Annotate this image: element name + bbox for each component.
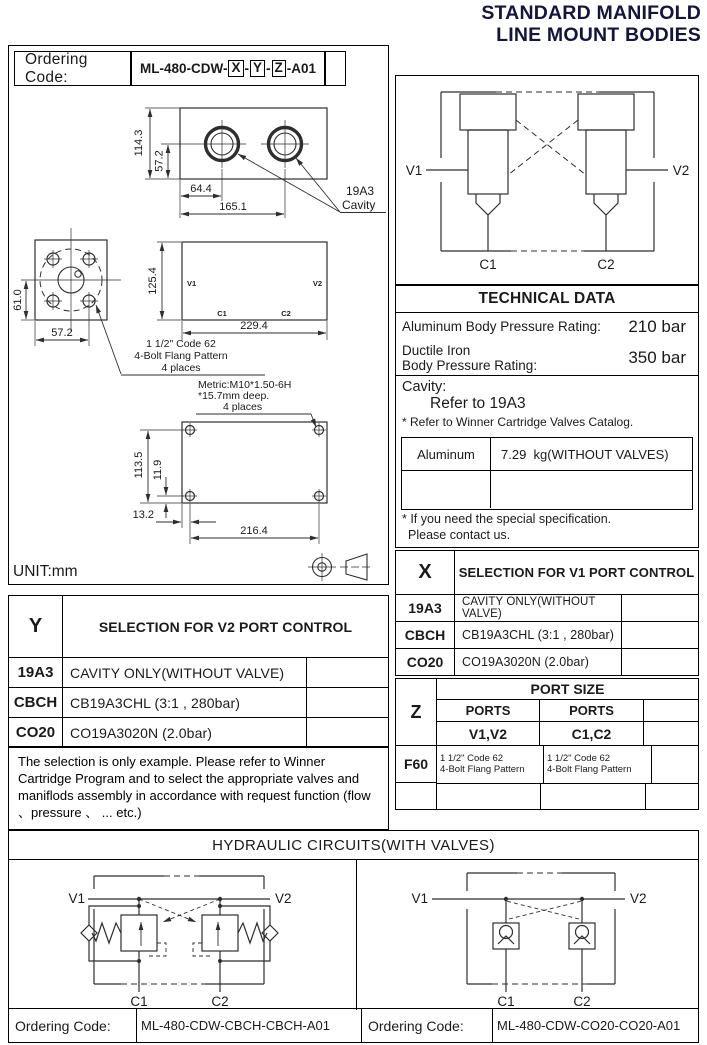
z-empty-cell-3 — [646, 784, 698, 809]
x-table-title: SELECTION FOR V1 PORT CONTROL — [458, 565, 695, 580]
ports-header-row — [437, 700, 698, 722]
x-row1-desc: CAVITY ONLY(WITHOUT VALVE) — [462, 596, 596, 620]
cavity-note: * Refer to Winner Cartridge Valves Catalog. — [402, 415, 634, 429]
y-selection-table — [8, 595, 389, 747]
page-title-line2: LINE MOUNT BODIES — [496, 24, 701, 47]
f60-row — [437, 746, 698, 784]
ordering-y-box: Y — [250, 60, 265, 77]
f60-cell2-line2: 4-Bolt Flang Pattern — [547, 763, 632, 775]
pilot-check-circuit-diagram — [357, 859, 698, 1010]
cavity-callout-line2: Cavity — [342, 198, 376, 212]
front-port-c2: C2 — [281, 309, 291, 318]
f60-cell1-line2: 4-Bolt Flang Pattern — [440, 763, 525, 775]
ordering-code-header — [14, 51, 346, 86]
y-row3-blank — [306, 718, 388, 747]
flange-note-line3: 4 places — [161, 362, 201, 374]
ports-sub-1: V1,V2 — [437, 722, 540, 745]
ordering-z-box: Z — [272, 60, 286, 77]
y-row2-desc: CB19A3CHL (3:1 , 280bar) — [70, 694, 240, 711]
special-spec-note-line1: * If you need the special specification. — [402, 512, 612, 526]
cavity-callout-line1: 19A3 — [346, 184, 375, 198]
ductile-label-line2: Body Pressure Rating: — [402, 358, 538, 373]
right-ordering-label: Ordering Code: — [361, 1009, 492, 1042]
left-circuit-v2: V2 — [275, 891, 292, 906]
x-row2-code: CBCH — [396, 622, 455, 648]
third-angle-projection-icon — [308, 553, 336, 581]
left-circuit-c1: C1 — [130, 994, 148, 1009]
flange-note-line1: 1 1/2" Code 62 — [146, 338, 216, 350]
y-row3-desc: CO19A3020N (2.0bar) — [70, 724, 212, 741]
right-circuit-c2: C2 — [573, 994, 591, 1009]
x-row3-blank — [621, 649, 698, 675]
y-row2-code: CBCH — [9, 688, 63, 717]
right-ordering-code: ML-480-CDW-CO20-CO20-A01 — [492, 1009, 698, 1042]
special-spec-note — [402, 512, 611, 543]
weight-table — [401, 437, 693, 510]
metric-note-line2: *15.7mm deep. — [198, 390, 270, 402]
aluminum-rating-label: Aluminum Body Pressure Rating: — [402, 319, 601, 335]
metric-note-line1: Metric:M10*1.50-6H — [198, 379, 292, 391]
ports-sub-row — [437, 722, 698, 746]
z-row-key: F60 — [396, 746, 436, 783]
dim-flange-h: 57.2 — [51, 327, 73, 339]
weight-empty-row — [402, 471, 692, 508]
left-ordering-label: Ordering Code: — [15, 1017, 111, 1034]
weight-empty-material — [402, 471, 491, 508]
dim-top-cavity-x1: 64.4 — [190, 183, 212, 195]
dim-top-height: 114.3 — [133, 129, 145, 157]
table-row — [396, 649, 698, 675]
y-table-title: SELECTION FOR V2 PORT CONTROL — [98, 618, 353, 635]
weight-value: 7.29 kg(WITHOUT VALVES) — [501, 446, 669, 462]
page-title-line1: STANDARD MANIFOLD — [481, 2, 701, 24]
table-row — [9, 718, 388, 747]
y-row3-code: CO20 — [9, 718, 63, 747]
right-circuit-v2: V2 — [630, 891, 647, 906]
ordering-prefix: ML-480-CDW- — [140, 61, 228, 76]
ductile-rating-label — [402, 343, 537, 373]
selection-note-text: The selection is only example. Please refer to Winner Cartridge Program and to select the appropriate valves and maniflods assembly in accordance with request function (flow 、pressure 、 ... etc.) — [18, 754, 371, 820]
pressure-rating-aluminum-row — [396, 313, 698, 341]
ports-header-2: PORTS — [540, 700, 644, 721]
f60-blank — [652, 746, 698, 783]
f60-cell-2 — [544, 746, 652, 783]
mounting-holes — [183, 423, 326, 503]
x-row3-code: CO20 — [396, 649, 455, 675]
schematic-c2-label: C2 — [597, 257, 615, 272]
ordering-x-box: X — [228, 60, 243, 77]
schematic-v1-label: V1 — [405, 163, 423, 178]
flange-note-line2: 4-Bolt Flang Pattern — [134, 350, 228, 362]
dim-front-v: 125.4 — [147, 267, 159, 295]
x-row1-code: 19A3 — [396, 595, 455, 621]
left-circuit-v1: V1 — [68, 891, 85, 906]
pressure-rating-ductile-row — [396, 341, 698, 376]
cavity-2 — [261, 120, 309, 168]
right-circuit-c1: C1 — [497, 994, 515, 1009]
ordering-suffix: -A01 — [286, 61, 317, 76]
right-circuit-v1: V1 — [411, 891, 428, 906]
z-body-column — [437, 679, 698, 809]
z-key-blank — [396, 783, 436, 809]
front-port-v2: V2 — [312, 279, 322, 288]
table-row — [9, 688, 388, 718]
y-table-header — [9, 596, 388, 658]
selection-note-box — [8, 747, 389, 830]
x-row3-desc: CO19A3020N (2.0bar) — [462, 655, 589, 669]
page-title — [481, 2, 701, 46]
ports-header-1: PORTS — [437, 700, 540, 721]
unit-label: UNIT:mm — [13, 563, 78, 580]
projection-cone-icon — [340, 554, 373, 580]
counterbalance-circuit-diagram — [9, 859, 356, 1010]
table-row — [396, 622, 698, 649]
y-table-key: Y — [9, 596, 63, 657]
ductile-rating-value: 350 bar — [628, 348, 686, 367]
special-spec-note-line2: Please contact us. — [408, 527, 511, 542]
front-port-v1: V1 — [187, 279, 197, 288]
x-row2-blank — [621, 622, 698, 648]
hydraulic-circuits-title: HYDRAULIC CIRCUITS(WITH VALVES) — [9, 831, 698, 860]
y-row1-blank — [306, 658, 388, 687]
f60-cell-1 — [437, 746, 544, 783]
z-port-size-table — [395, 678, 699, 810]
z-table-key: Z — [396, 679, 436, 746]
ordering-spacer — [326, 52, 345, 85]
hydraulic-circuits-panel — [8, 830, 699, 1043]
y-row1-code: 19A3 — [9, 658, 63, 687]
weight-material: Aluminum — [402, 438, 491, 470]
dim-front-h: 229.4 — [240, 320, 268, 332]
weight-row — [402, 438, 692, 471]
table-row — [396, 595, 698, 622]
y-row1-desc: CAVITY ONLY(WITHOUT VALVE) — [70, 664, 285, 681]
front-port-c1: C1 — [217, 309, 227, 318]
x-table-header — [396, 551, 698, 595]
z-key-column — [396, 679, 437, 809]
dim-bottom-v2: 11.9 — [152, 459, 164, 481]
left-circuit-c2: C2 — [211, 994, 229, 1009]
ports-header-blank — [644, 700, 698, 721]
circuit-ordering-bar — [9, 1008, 698, 1042]
z-empty-cell-1 — [437, 784, 541, 809]
dim-flange-v: 61.0 — [12, 289, 24, 311]
dim-bottom-v1: 113.5 — [133, 451, 145, 479]
x-table-key: X — [396, 551, 455, 594]
ports-sub-2: C1,C2 — [540, 722, 644, 745]
x-selection-table — [395, 550, 699, 676]
ordering-code-value: ML-480-CDW- X - Y - Z -A01 — [130, 52, 326, 85]
metric-note-line3: 4 places — [223, 401, 263, 413]
schematic-c1-label: C1 — [479, 257, 497, 272]
technical-data-panel — [395, 285, 699, 548]
dim-bottom-h2: 216.4 — [240, 525, 268, 537]
table-row — [9, 658, 388, 688]
z-empty-cell-2 — [541, 784, 646, 809]
ordering-code-label: Ordering Code: — [25, 50, 88, 86]
cavity-value: Refer to 19A3 — [430, 395, 526, 412]
cavity-1 — [198, 120, 246, 168]
z-empty-row — [437, 784, 698, 809]
dim-top-cavity-y: 57.2 — [153, 150, 166, 172]
valve-schematic — [396, 76, 698, 284]
drawings-panel — [8, 45, 389, 585]
dim-top-cavity-x2: 165.1 — [219, 201, 247, 213]
f60-cell2-line1: 1 1/2" Code 62 — [547, 752, 611, 764]
f60-cell1-line1: 1 1/2" Code 62 — [440, 752, 504, 764]
ductile-label-line1: Ductile Iron — [402, 342, 471, 358]
dim-bottom-h1: 13.2 — [132, 509, 154, 521]
port-size-title: PORT SIZE — [437, 679, 698, 700]
x-row2-desc: CB19A3CHL (3:1 , 280bar) — [462, 628, 615, 642]
schematic-panel — [395, 75, 699, 285]
ports-sub-blank — [644, 722, 698, 745]
cavity-section — [396, 376, 698, 435]
dimensioned-drawings — [9, 84, 388, 584]
x-row1-blank — [621, 595, 698, 621]
aluminum-rating-value: 210 bar — [628, 317, 686, 336]
cavity-label: Cavity: — [402, 379, 447, 395]
left-ordering-code: ML-480-CDW-CBCH-CBCH-A01 — [136, 1009, 361, 1042]
y-row2-blank — [306, 688, 388, 717]
schematic-v2-label: V2 — [672, 163, 690, 178]
technical-data-title: TECHNICAL DATA — [396, 286, 698, 313]
